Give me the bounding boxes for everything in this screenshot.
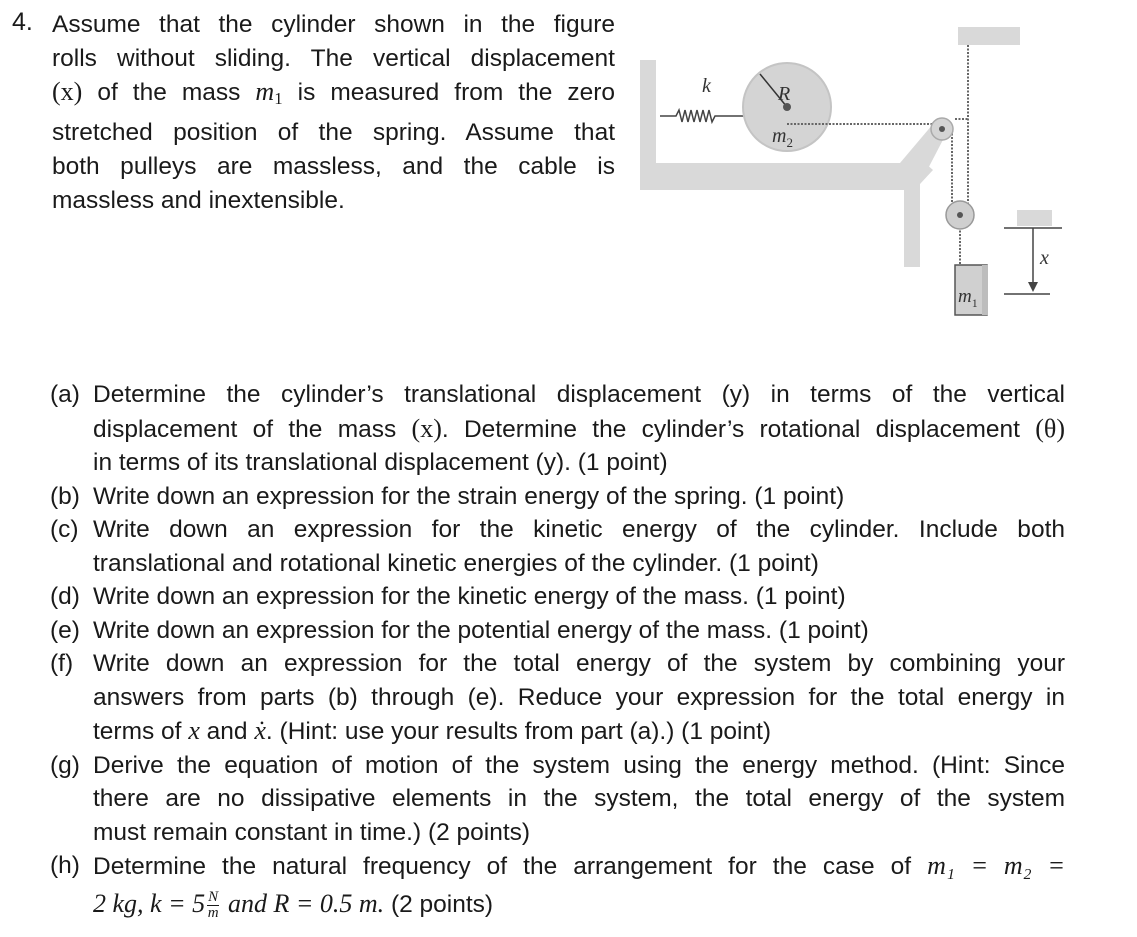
part-c-label: (c) — [50, 516, 79, 543]
reference-block — [1017, 210, 1052, 226]
m1-symbol: $m_1$ — [255, 77, 283, 109]
part-f: (f) Write down an expression for the total energy of the system by combining your answers from parts (b) through (e). Reduce your expression for the total energy in terms of x and ẋ. (Hint: use your results from part (a).) (1 point) — [50, 647, 1065, 749]
part-g-label: (g) — [50, 751, 80, 779]
intro-line-6: massless and inextensible. — [52, 186, 345, 214]
intro-line-5: both pulleys are massless, and the cable is — [52, 153, 615, 181]
part-d: (d) Write down an expression for the kinetic energy of the mass. (1 point) — [50, 580, 1065, 614]
part-b-label: (b) — [50, 482, 80, 510]
n-per-m-fraction: $\frac{N}{m}$ — [207, 888, 219, 921]
part-a: (a) Determine the cylinder’s translational displacement (y) in terms of the vertical displacement of the mass (x). Determine the cylinder’s rotational displacement (θ) in terms of its translational displacement (y). (1 point) — [50, 378, 1065, 480]
ceiling-support — [958, 27, 1020, 45]
problem-statement — [52, 8, 615, 217]
spring-wall — [656, 104, 676, 124]
label-x: x — [1040, 247, 1049, 269]
part-f-label: (f) — [50, 650, 74, 677]
part-h: (h) Determine the natural frequency of the arrangement for the case of m₁ = m₂ = 2 kg, k = 5 $\frac{N}{m}$ and R = 0.5 m. (2 points) — [50, 851, 1065, 921]
intro-line-1: Assume that the cylinder shown in the figure — [52, 11, 615, 38]
label-m2: $m_2$ — [772, 125, 793, 150]
part-d-label: (d) — [50, 583, 80, 610]
question-parts — [50, 378, 1065, 925]
part-c: (c) Write down an expression for the kinetic energy of the cylinder. Include both translational and rotational kinetic energies of the cylinder. (1 point) — [50, 513, 1065, 580]
intro-line-2: rolls without sliding. The vertical displacement — [52, 44, 615, 72]
intro-line-3: (x) of the mass $m_1$ is measured from the zero — [52, 77, 616, 109]
label-k: k — [702, 75, 711, 97]
part-g: (g) Derive the equation of motion of the system using the energy method. (Hint: Since there are no dissipative elements in the system, the total energy of the system must remain constant in time.) (2 points) — [50, 749, 1065, 850]
intro-line-4: stretched position of the spring. Assume that — [52, 119, 615, 147]
x-symbol: (x) — [52, 77, 83, 107]
label-m1: $m_1$ — [958, 286, 978, 310]
problem-number: 4. — [12, 8, 33, 36]
part-b: (b) Write down an expression for the strain energy of the spring. (1 point) — [50, 480, 1065, 514]
part-h-label: (h) — [50, 852, 80, 879]
mechanism-figure — [630, 12, 1049, 332]
part-a-label: (a) — [50, 381, 80, 408]
label-R: R — [778, 83, 791, 105]
part-e: (e) Write down an expression for the potential energy of the mass. (1 point) — [50, 614, 1065, 648]
part-e-label: (e) — [50, 616, 80, 644]
